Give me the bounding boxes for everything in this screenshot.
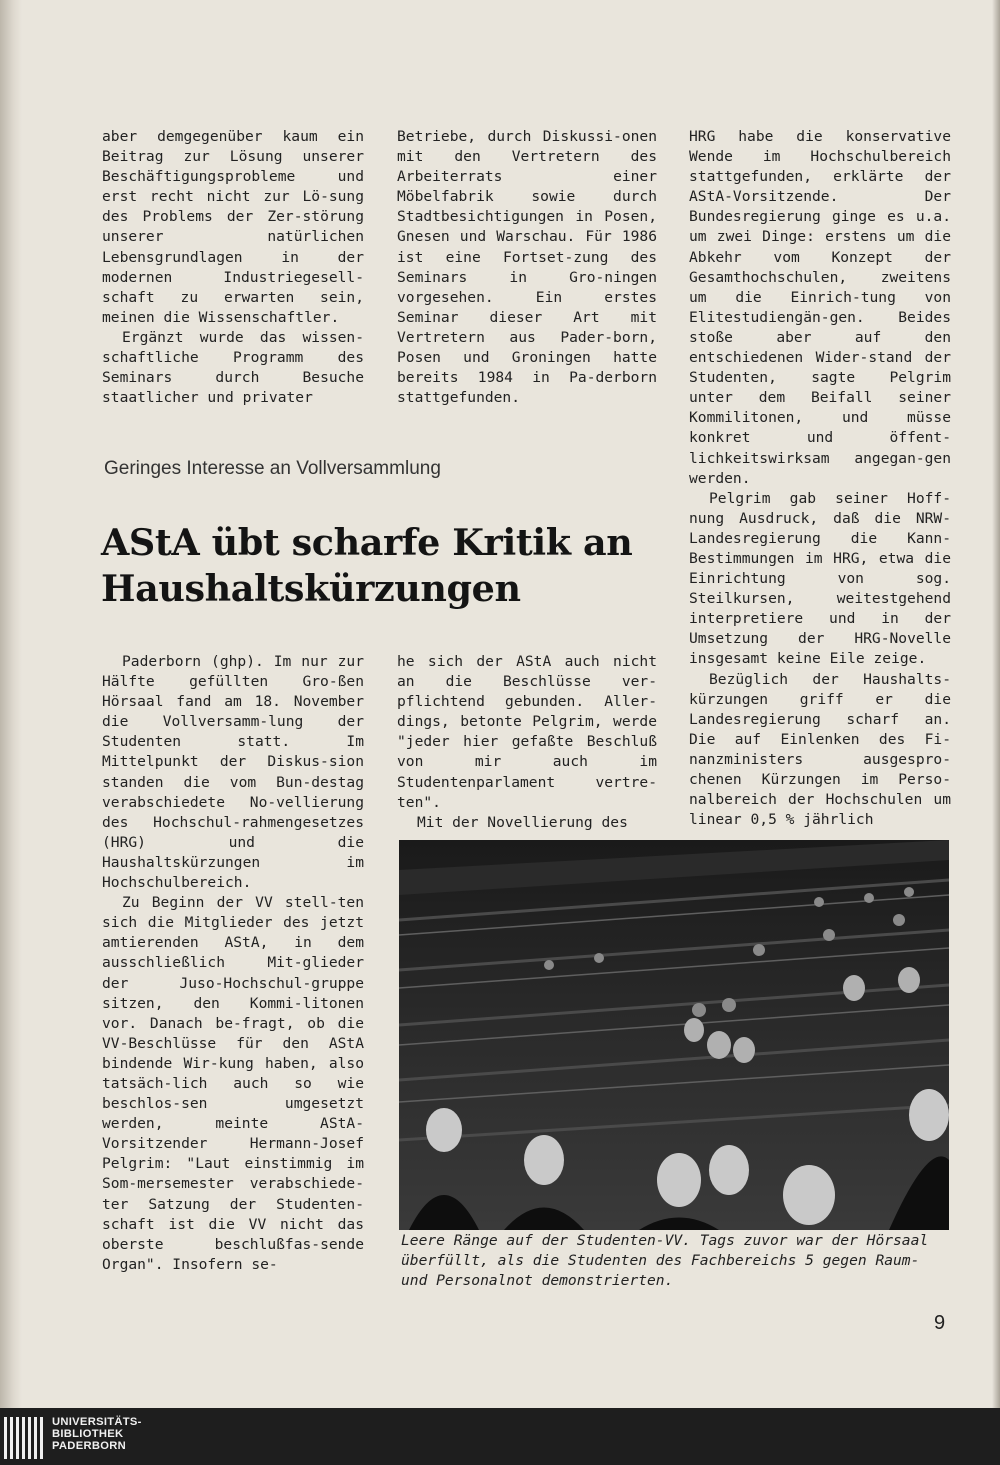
paragraph: he sich der AStA auch nicht an die Beschlüsse ver-pflichtend gebunden. Aller-dings, betonte Pelgrim, werde "jeder hier gefaßte Beschluß von mir auch im Studentenparlament vertre-ten". xyxy=(397,653,657,811)
paragraph: Paderborn (ghp). Im nur zur Hälfte gefüllten Gro-ßen Hörsaal fand am 18. November die Vollversamm-lung der Studenten statt. Im Mittelpunkt der Diskus-sion standen die vom Bun-destag verabschiedete No-vellierung des Hochschul-rahmengesetzes (HRG) und die Haushaltskürzungen im Hochschulbereich. xyxy=(102,653,364,892)
paragraph: Ergänzt wurde das wissen-schaftliche Programm des Seminars durch Besuche staatlicher und privater xyxy=(102,328,364,407)
column-top-middle xyxy=(397,127,657,408)
column-top-left xyxy=(102,127,364,408)
paragraph: Betriebe, durch Diskussi-onen mit den Vertretern des Arbeiterrats einer Möbelfabrik sowie durch Stadtbesichtigungen in Posen, Gnesen und Warschau. Für 1986 ist eine Fortset-zung des Seminars in Gro-ningen vorgesehen. Ein erstes Seminar dieser Art mit Vertretern aus Pader-born, Posen und Groningen hatte bereits 1984 in Pa-derborn stattgefunden. xyxy=(397,128,657,407)
caption-text: Leere Ränge auf der Studenten-VV. Tags zuvor war der Hörsaal überfüllt, als die Studenten des Fachbereichs 5 gegen Raum- und Personalnot demonstrierten. xyxy=(401,1232,929,1290)
column-bottom-left xyxy=(102,652,364,1275)
article-kicker: Geringes Interesse an Vollversammlung xyxy=(104,458,441,479)
lecture-hall-photo xyxy=(399,840,949,1230)
paragraph: Pelgrim gab seiner Hoff-nung Ausdruck, daß die NRW-Landesregierung die Kann-Bestimmungen im HRG, etwa die Einrichtung von sog. Steilkursen, weitestgehend interpretiere und in der Umsetzung der HRG-Novelle insgesamt keine Eile zeige. xyxy=(689,489,951,668)
library-name-line: PADERBORN xyxy=(52,1440,126,1453)
binding-edge xyxy=(0,0,22,1408)
article-headline: AStA übt scharfe Kritik an Haushaltskürzungen xyxy=(101,521,633,610)
library-footer xyxy=(0,1408,1000,1465)
page-right-edge xyxy=(992,0,1000,1408)
paragraph: Zu Beginn der VV stell-ten sich die Mitglieder des jetzt amtierenden AStA, in dem ausschließlich Mit-glieder der Juso-Hochschul-gruppe sitzen, den Kommi-litonen vor. Danach be-fragt, ob die VV-Beschlüsse für den AStA bindende Wir-kung haben, also tatsäch-lich auch so wie beschlos-sen umgesetzt werden, meinte AStA-Vorsitzender Hermann-Josef Pelgrim: "Laut einstimmig im Som-mersemester verabschiede-ter Satzung der Studenten-schaft ist die VV nicht das oberste beschlußfas-sende Organ". Insofern se- xyxy=(102,894,364,1273)
paragraph: HRG habe die konservative Wende im Hochschulbereich stattgefunden, erklärte der AStA-Vorsitzende. Der Bundesregierung ginge es u.a. um zwei Dinge: erstens um die Abkehr vom Konzept der Gesamthochschulen, zweitens um die Einrich-tung von Elitestudiengän-gen. Beides stoße aber auf den entschiedenen Wider-stand der Studenten, sagte Pelgrim unter dem Beifall seiner Kommilitonen, und müsse konkret und öffent-lichkeitswirksam angegan-gen werden. xyxy=(689,128,951,487)
column-bottom-middle xyxy=(397,652,657,833)
paragraph: aber demgegenüber kaum ein Beitrag zur Lösung unserer Beschäftigungsprobleme und erst recht nicht zur Lö-sung des Problems der Zer-störung unserer natürlichen Lebensgrundlagen in der modernen Industriegesell-schaft zu erwarten sein, meinen die Wissenschaftler. xyxy=(102,128,364,326)
library-name xyxy=(52,1416,142,1453)
photo-caption xyxy=(401,1231,953,1291)
library-name-line: UNIVERSITÄTS- xyxy=(52,1416,142,1428)
library-name-line: BIBLIOTHEK xyxy=(52,1428,124,1441)
paragraph: Mit der Novellierung des xyxy=(417,813,628,831)
page-number: 9 xyxy=(934,1312,946,1334)
column-right xyxy=(689,127,951,830)
paragraph: Bezüglich der Haushalts-kürzungen griff er die Landesregierung scharf an. Die auf Einlenken des Fi-nanzministers ausgespro-chenen Kürzungen im Perso-nalbereich der Hochschulen um linear 0,5 % jährlich xyxy=(689,670,951,829)
university-library-logo-icon xyxy=(4,1417,46,1459)
